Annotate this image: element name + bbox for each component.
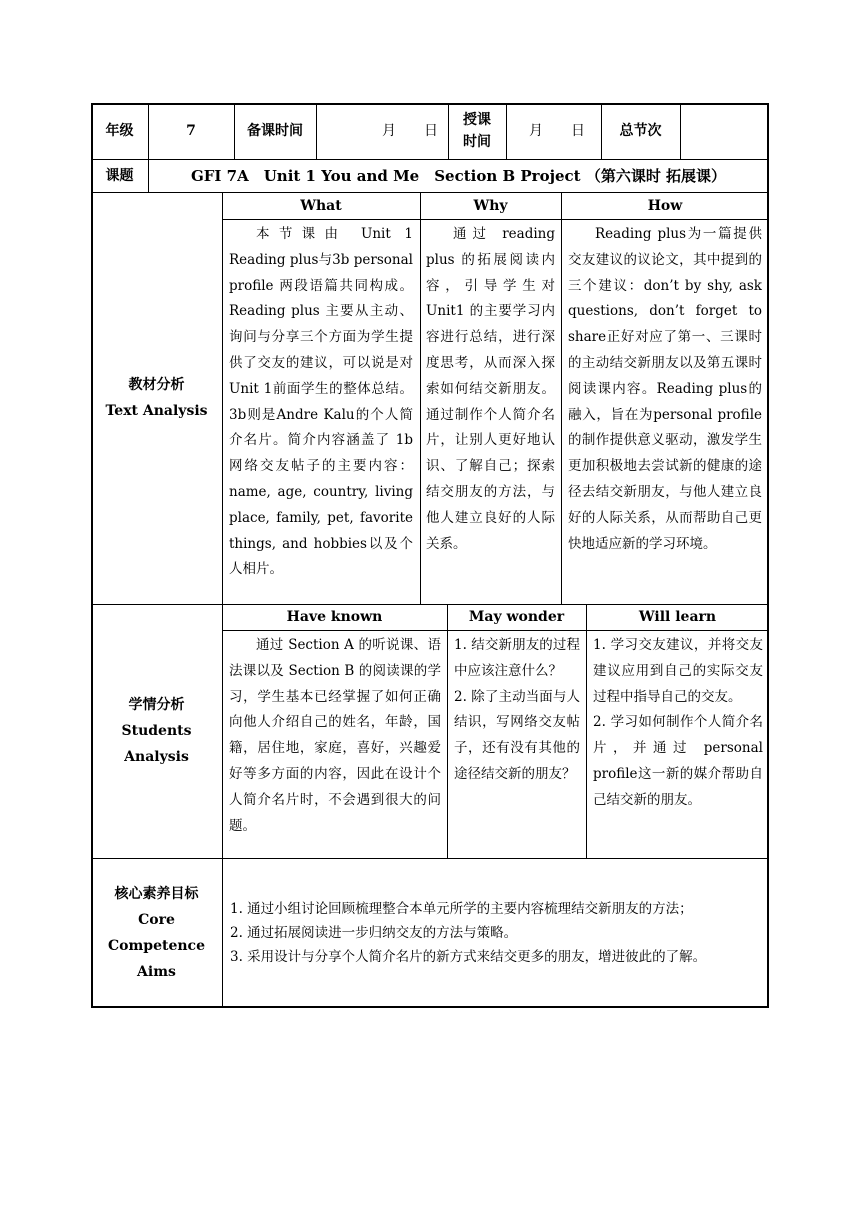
how-header: How: [647, 197, 683, 214]
text-analysis-label: [91, 192, 222, 604]
prep-time-value: 月 日: [382, 123, 438, 139]
learn-content: [593, 633, 763, 814]
col-line: [561, 192, 562, 604]
teach-time-label: [448, 103, 506, 159]
col-line: [586, 604, 587, 858]
how-content: [568, 222, 762, 557]
teach-time-label-line-2: 时间: [463, 134, 491, 150]
why-content: [426, 222, 555, 557]
aim-item-3: 3. 采用设计与分享个人简介名片的新方式来结交更多的朋友，增进彼此的了解。: [230, 949, 707, 965]
wonder-item-1: 1. 结交新朋友的过程中应该注意什么？: [454, 637, 580, 679]
learn-item-1: 1. 学习交友建议，并将交友建议应用到自己的实际交友过程中指导自己的交友。: [593, 637, 763, 705]
known-header: Have known: [286, 609, 383, 625]
row-line-known-header: [222, 630, 769, 631]
topic-label: 课题: [105, 167, 134, 184]
text-analysis-label-cn: 教材分析: [128, 377, 185, 393]
what-header: What: [300, 197, 342, 214]
students-analysis-label: [91, 604, 222, 858]
text-analysis-label-en: Text Analysis: [105, 403, 208, 419]
why-header: Why: [473, 197, 508, 214]
teach-time-value: 月 日: [529, 123, 585, 139]
core-aims-label-en-2: Competence: [108, 938, 205, 954]
why-text: 通过 reading plus 的拓展阅读内容，引导学生对 Unit1 的主要学习内容进行总结，进行深度思考，从而深入探索如何结交新朋友。通过制作个人简介名片，让别人更好地认识、了解自己；探索结交朋友的方法，与他人建立良好的人际关系。: [426, 226, 555, 552]
aim-item-2: 2. 通过拓展阅读进一步归纳交友的方法与策略。: [230, 925, 518, 941]
known-content: [229, 633, 441, 839]
wonder-content: [454, 633, 580, 788]
aim-item-1: 1. 通过小组讨论回顾梳理整合本单元所学的主要内容梳理结交新朋友的方法；: [230, 901, 693, 917]
wonder-item-2: 2. 除了主动当面与人结识，写网络交友帖子，还有没有其他的途径结交新的朋友？: [454, 688, 580, 782]
what-content: [229, 222, 413, 583]
grade-label: 年级: [105, 123, 134, 139]
what-text: 本节课由 Unit 1 Reading plus与3b personal profile 两段语篇共同构成。Reading plus 主要从主动、询问与分享三个方面为学生提供了交友的建议，可以说是对Unit 1前面学生的整体总结。3b则是Andre Kalu的个人简介名片。简介内容涵盖了 1b 网络交友帖子的主要内容：name, age, country, living place, family, pet, favorite things, and hobbies以及个人相片。: [229, 226, 413, 578]
grade-value: 7: [186, 123, 196, 139]
col-line: [222, 192, 223, 1008]
core-aims-label-en-3: Aims: [137, 964, 176, 980]
students-analysis-label-en: Students Analysis: [121, 723, 192, 765]
known-text: 通过 Section A 的听说课、语法课以及 Section B 的阅读课的学习，学生基本已经掌握了如何正确向他人介绍自己的姓名，年龄，国籍，居住地，家庭，喜好，兴趣爱好等多方面的内容，因此在设计个人简介名片时，不会遇到很大的问题。: [229, 637, 441, 834]
row-line-what-header: [222, 219, 769, 220]
core-aims-label-en-1: Core: [138, 912, 175, 928]
prep-time-label: 备课时间: [247, 123, 303, 139]
total-lessons-label: 总节次: [619, 123, 662, 139]
teach-time-label-line-1: 授课: [463, 112, 491, 128]
col-line: [420, 192, 421, 604]
wonder-header: May wonder: [468, 609, 565, 625]
learn-item-2: 2. 学习如何制作个人简介名片，并通过 personal profile这一新的媒介帮助自己结交新的朋友。: [593, 714, 763, 808]
total-lessons-value: [680, 103, 769, 159]
core-aims-label-cn: 核心素养目标: [114, 886, 199, 902]
how-text: Reading plus为一篇提供交友建议的议论文，其中提到的三个建议：don’t by shy, ask questions, don’t forget to share正好对应了第一、三课时的主动结交新朋友以及第五课时阅读课内容。Reading plus的融入，旨在为personal profile的制作提供意义驱动，激发学生更加积极地去尝试新的健康的途径去结交新朋友，与他人建立良好的人际关系，从而帮助自己更快地适应新的学习环境。: [568, 226, 762, 552]
core-aims-label: [91, 858, 222, 1008]
col-line: [447, 604, 448, 858]
core-aims-content: [230, 897, 765, 969]
learn-header: Will learn: [638, 609, 717, 625]
students-analysis-label-cn: 学情分析: [128, 697, 185, 713]
topic-value: GFI 7A Unit 1 You and Me Section B Project （第六课时 拓展课）: [190, 166, 727, 185]
